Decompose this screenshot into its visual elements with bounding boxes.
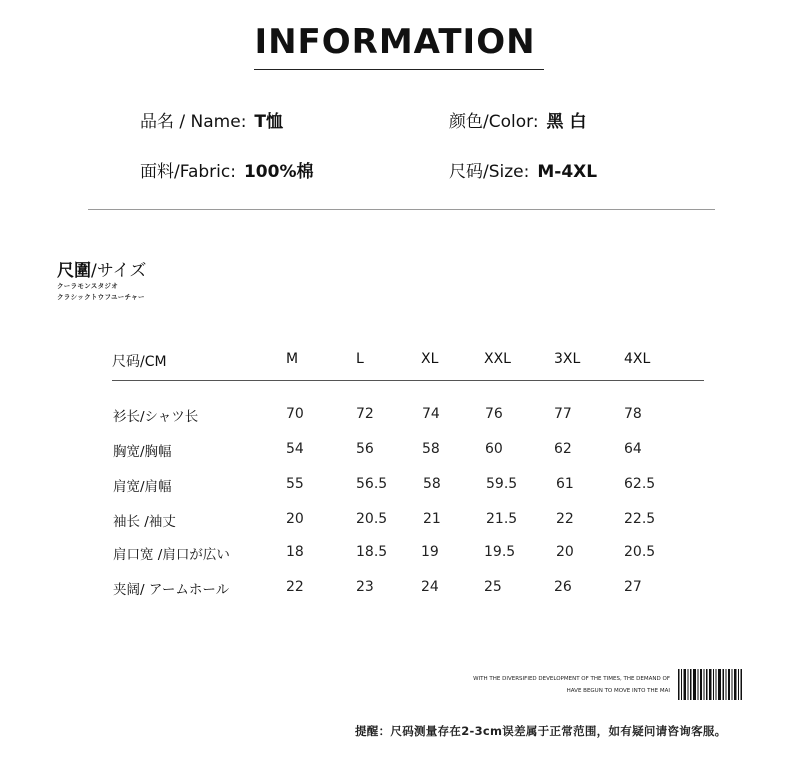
col-header-xxl: XXL <box>484 351 511 367</box>
product-color <box>449 107 586 132</box>
size-section-heading <box>57 256 146 281</box>
table-cell: 76 <box>485 406 503 422</box>
table-cell: 70 <box>286 406 304 422</box>
row-label: 夹阔/ アームホール <box>113 582 230 598</box>
footer-english-line-1: WITH THE DIVERSIFIED DEVELOPMENT OF THE TIMES, THE DEMAND OF <box>473 676 670 682</box>
product-color-label: 颜色/Color: <box>449 112 539 132</box>
col-header-4xl: 4XL <box>624 351 651 367</box>
table-cell: 21.5 <box>486 511 518 527</box>
measurement-note: 提醒：尺码测量存在2-3cm误差属于正常范围，如有疑问请咨询客服。 <box>355 724 727 738</box>
table-cell: 72 <box>356 406 374 422</box>
table-cell: 64 <box>624 441 642 457</box>
col-header-xl: XL <box>421 351 439 367</box>
table-cell: 56.5 <box>356 476 388 492</box>
product-name-label: 品名 / Name: <box>140 112 247 132</box>
product-fabric <box>140 157 313 182</box>
table-header-rule <box>112 380 704 381</box>
product-name-value: T恤 <box>254 112 284 132</box>
table-cell: 19.5 <box>484 544 516 560</box>
footer-english-line-2: HAVE BEGUN TO MOVE INTO THE MAI <box>566 688 670 694</box>
table-cell: 59.5 <box>486 476 518 492</box>
col-header-l: L <box>356 351 364 367</box>
table-cell: 62.5 <box>624 476 656 492</box>
table-unit-header: 尺码/CM <box>112 354 167 370</box>
size-heading-bold: 尺圍 <box>57 261 91 281</box>
table-cell: 25 <box>484 579 502 595</box>
row-label: 肩宽/肩幅 <box>113 479 172 495</box>
kana-subtitle-2: クラシックトウフユーチャー <box>57 293 145 301</box>
product-color-value: 黑 白 <box>546 112 587 132</box>
product-size-value: M-4XL <box>537 162 598 182</box>
table-cell: 55 <box>286 476 304 492</box>
table-cell: 19 <box>421 544 439 560</box>
product-size <box>449 157 597 182</box>
table-cell: 22 <box>556 511 574 527</box>
table-cell: 23 <box>356 579 374 595</box>
table-cell: 21 <box>423 511 441 527</box>
product-fabric-value: 100%棉 <box>243 162 314 182</box>
table-cell: 54 <box>286 441 304 457</box>
table-cell: 77 <box>554 406 572 422</box>
barcode-icon <box>678 669 742 700</box>
table-cell: 20 <box>286 511 304 527</box>
table-cell: 18 <box>286 544 304 560</box>
product-fabric-label: 面料/Fabric: <box>140 162 236 182</box>
table-cell: 20.5 <box>624 544 656 560</box>
product-size-label: 尺码/Size: <box>449 162 530 182</box>
table-cell: 60 <box>485 441 503 457</box>
table-cell: 58 <box>422 441 440 457</box>
table-cell: 27 <box>624 579 642 595</box>
title-underline <box>254 69 544 70</box>
table-cell: 61 <box>556 476 574 492</box>
row-label: 衫长/シャツ长 <box>113 409 199 425</box>
row-label: 袖长 /袖丈 <box>113 514 176 530</box>
row-label: 胸宽/胸幅 <box>113 444 172 460</box>
table-cell: 78 <box>624 406 642 422</box>
table-cell: 20.5 <box>356 511 388 527</box>
page-title: INFORMATION <box>254 22 536 62</box>
table-cell: 24 <box>421 579 439 595</box>
table-cell: 58 <box>423 476 441 492</box>
table-cell: 26 <box>554 579 572 595</box>
table-cell: 22 <box>286 579 304 595</box>
product-name <box>140 107 283 132</box>
section-divider <box>88 209 715 210</box>
kana-subtitle-1: クーラモンスタジオ <box>57 282 119 290</box>
size-heading-rest: /サイズ <box>91 261 147 281</box>
col-header-3xl: 3XL <box>554 351 581 367</box>
table-cell: 74 <box>422 406 440 422</box>
table-cell: 56 <box>356 441 374 457</box>
table-cell: 18.5 <box>356 544 388 560</box>
table-cell: 20 <box>556 544 574 560</box>
table-cell: 22.5 <box>624 511 656 527</box>
col-header-m: M <box>286 351 299 367</box>
row-label: 肩口宽 /肩口が広い <box>113 547 230 563</box>
table-cell: 62 <box>554 441 572 457</box>
